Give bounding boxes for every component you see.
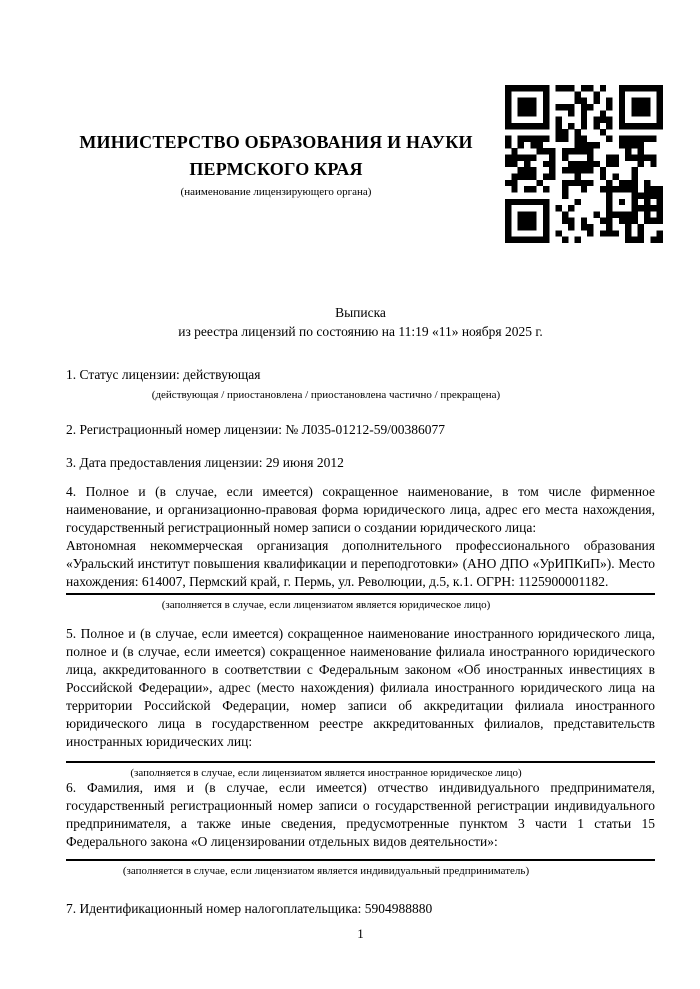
- qr-code-icon: [505, 85, 663, 243]
- license-status-caption: (действующая / приостановлена / приостановлена частично / прекращена): [151, 389, 501, 401]
- license-number-text: 2. Регистрационный номер лицензии: № Л035-01212-59/00386077: [66, 422, 446, 437]
- ministry-line1: МИНИСТЕРСТВО ОБРАЗОВАНИЯ И НАУКИ: [79, 132, 473, 152]
- page-number: 1: [357, 926, 364, 941]
- field-taxpayer-number: [66, 900, 655, 918]
- document-header: [66, 129, 486, 199]
- license-date-text: 3. Дата предоставления лицензии: 29 июня 2012: [66, 455, 344, 470]
- legal-entity-value: Автономная некоммерческая организация дополнительного профессионального образования «Уральский институт повышения квалификации и переподготовки» (АНО ДПО «УрИПКиП»). Место нахождения: 614007, Пермский край, г. Пермь, ул. Революции, д.5, к.1. ОГРН: 1125900001182.: [66, 538, 655, 589]
- field-legal-entity: [66, 483, 655, 612]
- field-individual-entrepreneur: [66, 779, 655, 878]
- individual-entrepreneur-caption: (заполняется в случае, если лицензиатом является индивидуальный предприниматель): [122, 865, 530, 877]
- ministry-line2: ПЕРМСКОГО КРАЯ: [189, 159, 363, 179]
- individual-entrepreneur-label: 6. Фамилия, имя и (в случае, если имеется) отчество индивидуального предпринимателя, государственный регистрационный номер записи о государственной регистрации индивидуального предпринимателя, а также иные сведения, предусмотренные пунктом 3 части 1 статьи 15 Федерального закона «О лицензировании отдельных видов деятельности»:: [66, 780, 655, 849]
- document-title: [66, 303, 655, 341]
- title-line2: из реестра лицензий по состоянию на 11:19 «11» ноября 2025 г.: [178, 324, 543, 339]
- foreign-entity-label: 5. Полное и (в случае, если имеется) сокращенное наименование иностранного юридического лица, полное и (в случае, если имеется) сокращенное наименование филиала иностранного юридического лица, аккредитованного в соответствии с Федеральным законом «Об иностранных инвестициях в Российской Федерации», адрес (место нахождения) филиала иностранного юридического лица на территории Российской Федерации, номер записи об аккредитации филиала иностранного юридического лица в государственном реестре аккредитованных филиалов, представительств иностранных юридических лиц:: [66, 626, 655, 749]
- foreign-entity-caption: (заполняется в случае, если лицензиатом является иностранное юридическое лицо): [130, 767, 522, 779]
- field-license-number: [66, 421, 655, 439]
- individual-entrepreneur-fill-line: [66, 859, 655, 861]
- license-status-text: 1. Статус лицензии: действующая: [66, 367, 261, 382]
- foreign-entity-fill-line: [66, 761, 655, 763]
- legal-entity-caption: (заполняется в случае, если лицензиатом является юридическое лицо): [161, 599, 491, 611]
- legal-entity-label: 4. Полное и (в случае, если имеется) сокращенное наименование, в том числе фирменное наименование, и организационно-правовая форма юридического лица, адрес его места нахождения, государственный регистрационный номер записи о создании юридического лица:: [66, 484, 655, 535]
- field-license-date: [66, 454, 655, 472]
- licensing-authority-name: [66, 129, 486, 183]
- field-license-status: [66, 366, 655, 402]
- field-foreign-entity: [66, 625, 655, 780]
- legal-entity-fill-line: [66, 593, 655, 595]
- title-line1: Выписка: [335, 305, 386, 320]
- licensing-authority-caption: (наименование лицензирующего органа): [180, 186, 372, 198]
- taxpayer-number-text: 7. Идентификационный номер налогоплательщика: 5904988880: [66, 901, 433, 916]
